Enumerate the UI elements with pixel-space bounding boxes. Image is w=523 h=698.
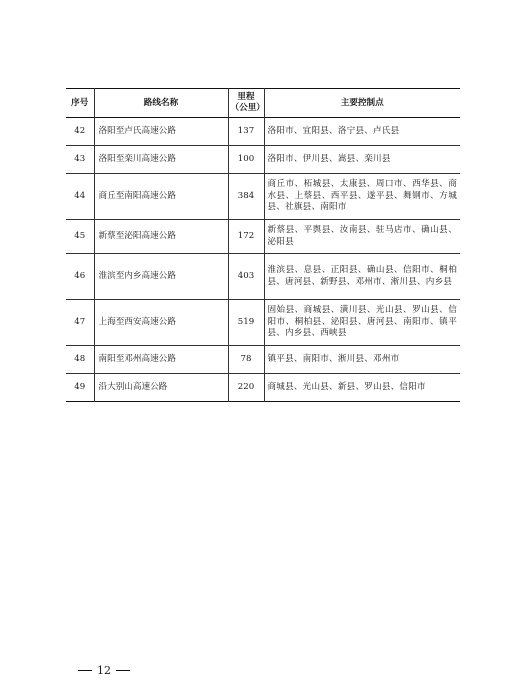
route-mileage: 403 [228,254,264,300]
header-route-name: 路线名称 [94,89,228,118]
route-mileage: 220 [228,374,264,402]
highway-table [66,88,460,402]
route-name: 新蔡至泌阳高速公路 [94,220,228,254]
route-name: 商丘至南阳高速公路 [94,174,228,220]
header-mileage-line1: 里程 [237,92,255,102]
table-row [66,220,460,254]
route-mileage: 172 [228,220,264,254]
page-number: 12 [97,664,111,677]
route-control-points: 淮滨县、息县、正阳县、确山县、信阳市、桐柏县、唐河县、新野县、邓州市、淅川县、内乡县 [264,254,460,300]
header-row [66,89,460,118]
table-header [66,89,460,118]
route-control-points: 洛阳市、伊川县、嵩县、栾川县 [264,146,460,174]
row-number: 43 [74,153,86,164]
table-row [66,174,460,220]
route-name: 上海至西安高速公路 [94,300,228,346]
table-row [66,300,460,346]
route-mileage: 519 [228,300,264,346]
route-mileage: 100 [228,146,264,174]
route-name: 南阳至邓州高速公路 [94,346,228,374]
route-name: 淮滨至内乡高速公路 [94,254,228,300]
row-number: 44 [74,190,86,201]
header-control-points: 主要控制点 [264,89,460,118]
row-number: 48 [74,353,86,364]
route-control-points: 镇平县、南阳市、淅川县、邓州市 [264,346,460,374]
route-name: 洛阳至卢氏高速公路 [94,118,228,146]
route-control-points: 洛阳市、宜阳县、洛宁县、卢氏县 [264,118,460,146]
footer-dash-right [116,670,130,671]
route-mileage: 384 [228,174,264,220]
row-number: 42 [74,125,86,136]
route-mileage: 137 [228,118,264,146]
route-name: 洛阳至栾川高速公路 [94,146,228,174]
table-row [66,146,460,174]
table-body [66,118,460,402]
table-row [66,374,460,402]
header-no: 序号 [71,97,89,108]
row-number: 47 [74,316,86,327]
footer-dash-left [78,670,92,671]
row-number: 45 [74,230,86,241]
route-mileage: 78 [228,346,264,374]
row-number: 46 [74,270,86,281]
table-row [66,254,460,300]
table-row [66,118,460,146]
route-control-points: 固始县、商城县、潢川县、光山县、罗山县、信阳市、桐柏县、泌阳县、唐河县、南阳市、镇平县、内乡县、西峡县 [264,300,460,346]
row-number: 49 [74,381,86,392]
table-row [66,346,460,374]
route-control-points: 新蔡县、平舆县、汝南县、驻马店市、确山县、泌阳县 [264,220,460,254]
route-name: 沿大别山高速公路 [94,374,228,402]
route-control-points: 商城县、光山县、新县、罗山县、信阳市 [264,374,460,402]
header-mileage-line2: （公里） [230,103,265,113]
route-control-points: 商丘市、柘城县、太康县、周口市、西华县、商水县、上蔡县、西平县、遂平县、舞钢市、方城县、社旗县、南阳市 [264,174,460,220]
header-mileage [228,89,264,118]
page-footer [78,664,130,677]
